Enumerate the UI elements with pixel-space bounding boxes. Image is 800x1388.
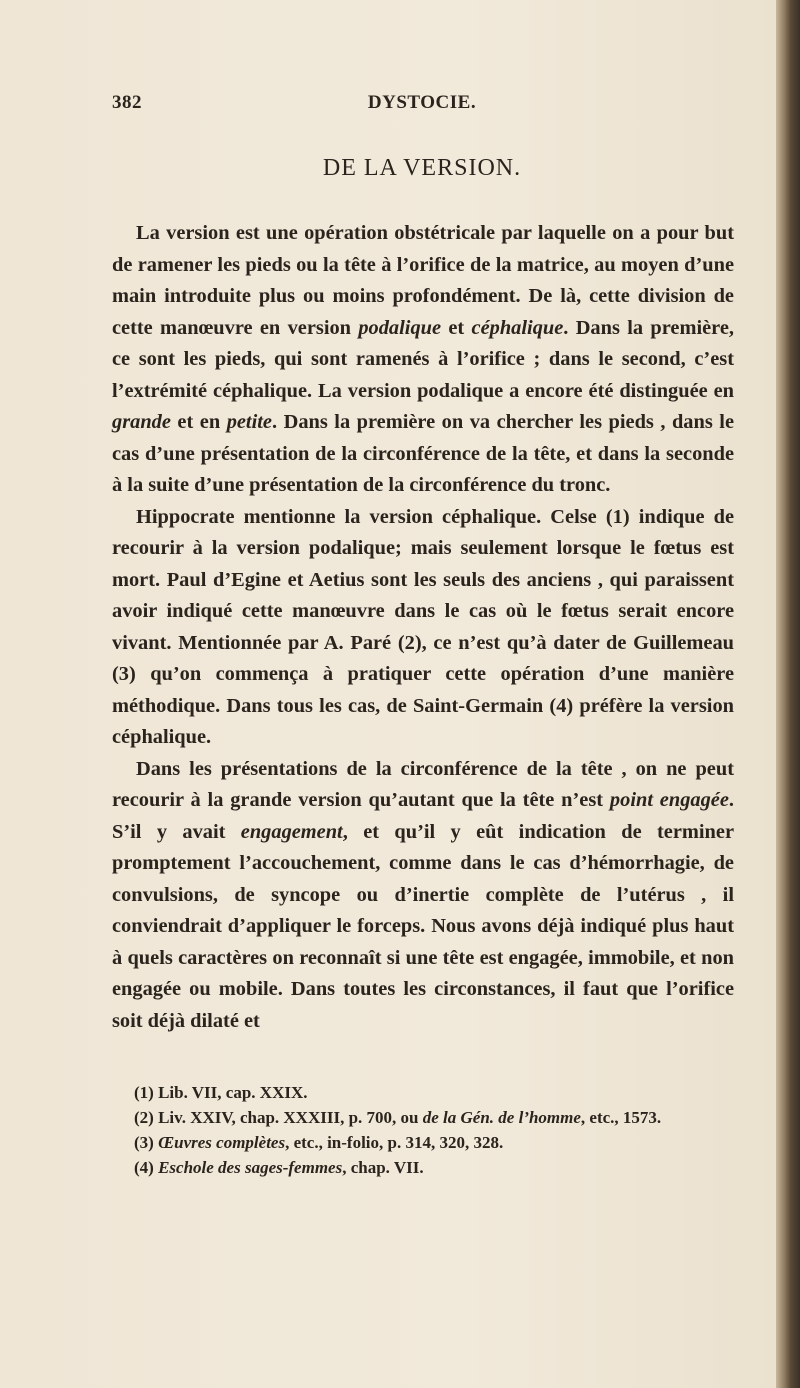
footnote: [112, 1105, 734, 1130]
text-run: (3): [134, 1133, 159, 1152]
footnote: [112, 1130, 734, 1155]
text-run: (4): [134, 1158, 159, 1177]
body-text: [112, 218, 734, 1037]
footnote: [112, 1080, 734, 1105]
text-run: Hippocrate mentionne la version céphalique. Celse (1) indique de recourir à la version podalique; mais seulement lorsque le fœtus est mort. Paul d’Egine et Aetius sont les seuls des anciens , qui paraissent avoir indiqué cette manœuvre dans le cas où le fœtus serait encore vivant. Mentionnée par A. Paré (2), ce n’est qu’à dater de Guillemeau (3) qu’on commença à pratiquer cette opération d’une manière méthodique. Dans tous les cas, de Saint-Germain (4) préfère la version céphalique.: [112, 505, 734, 748]
text-run: . Dans la première on va chercher les pieds , dans le cas d’une présentation de la circonférence de la tête, et dans la seconde à la suite d’une présentation de la circonférence du tronc.: [112, 411, 735, 496]
text-run: et en: [170, 411, 227, 433]
italic-text: point engagée: [609, 789, 729, 811]
italic-text: engagement: [240, 820, 343, 843]
text-run: , etc., 1573.: [580, 1108, 662, 1127]
text-run: . S’il y avait: [112, 789, 734, 843]
italic-text: céphalique: [471, 316, 564, 339]
text-run: La version est une opération obstétricale par laquelle on a pour but de ramener les pieds ou la tête à l’orifice de la matrice, au moyen d’une main introduite plus ou moins profondément. De là, cette division de cette manœuvre en version: [112, 222, 734, 339]
italic-text: de la Gén. de l’homme: [422, 1108, 581, 1127]
page-number: 382: [112, 92, 142, 113]
italic-text: petite: [226, 411, 272, 433]
text-run: (2) Liv. XXIV, chap. XXXIII, p. 700, ou: [134, 1108, 423, 1127]
paragraph: [112, 502, 734, 754]
italic-text: grande: [112, 411, 171, 433]
text-run: (1) Lib. VII, cap. XXIX.: [134, 1083, 308, 1102]
italic-text: Œuvres complètes: [158, 1133, 286, 1152]
text-run: , chap. VII.: [342, 1158, 424, 1177]
running-title: DYSTOCIE.: [367, 92, 477, 113]
text-run: , et qu’il y eût indication de terminer promptement l’accouchement, comme dans le cas d’hémorrhagie, de convulsions, de syncope ou d’inertie complète de l’utérus , il conviendrait d’appliquer le forceps. Nous avons déjà indiqué plus haut à quels caractères on reconnaît si une tête est engagée, immobile, et non engagée ou mobile. Dans toutes les circonstances, il faut que l’orifice soit déjà dilaté et: [112, 820, 734, 1032]
text-run: . Dans la première, ce sont les pieds, qui sont ramenés à l’orifice ; dans le second, c’est l’extrémité céphalique. La version podalique a encore été distinguée en: [112, 316, 734, 402]
text-run: Dans les présentations de la circonférence de la tête , on ne peut recourir à la grande version qu’autant que la tête n’est: [112, 757, 734, 811]
book-spine-edge: [776, 0, 800, 1388]
paragraph: [112, 754, 734, 1038]
footnote: [112, 1155, 734, 1180]
section-title: DE LA VERSION.: [322, 155, 522, 181]
text-run: , etc., in-folio, p. 314, 320, 328.: [285, 1133, 504, 1152]
text-run: et: [441, 316, 472, 339]
paragraph: [112, 218, 734, 502]
running-head: [112, 92, 732, 118]
italic-text: Eschole des sages-femmes: [158, 1158, 343, 1177]
footnotes: [112, 1080, 734, 1180]
italic-text: podalique: [358, 316, 442, 339]
